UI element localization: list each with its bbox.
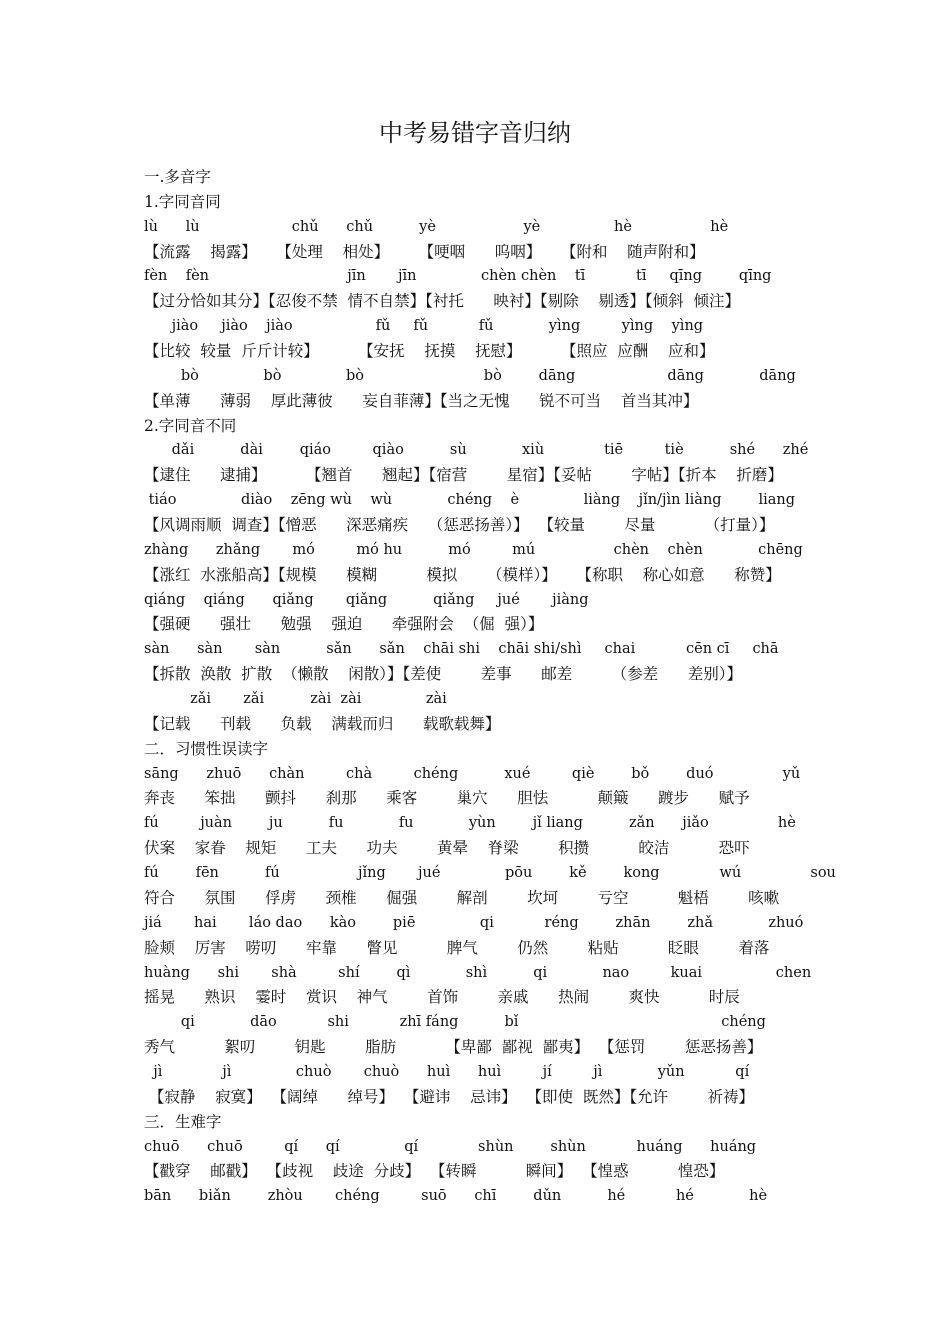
pinyin-line: chuō chuō qí qí qí shùn shùn huáng huáng: [144, 1138, 757, 1155]
pinyin-line: fèn fèn jīn jīn chèn chèn tī tī qīng qīng: [144, 268, 772, 285]
pinyin-line: jiào jiào jiào fǔ fǔ fǔ yìng yìng yìng: [144, 318, 704, 335]
text-line: 二．习惯性误读字: [144, 739, 269, 758]
text-line: 2.字同音不同: [144, 416, 237, 435]
pinyin-line: bò bò bò bò dāng dāng dāng: [144, 367, 796, 384]
pinyin-line: jì jì chuò chuò huì huì jí jì yǔn qí: [144, 1063, 750, 1080]
text-line: 奔丧 笨拙 颤抖 刹那 乘客 巢穴 胆怯 颠簸 踱步 赋予: [144, 789, 750, 808]
text-line: 1.字同音同: [144, 192, 221, 211]
text-line: 【强硬 强壮 勉强 强迫 牵强附会 （倔 强）】: [144, 615, 544, 634]
pinyin-line: fú fēn fú jǐng jué pōu kě kong wú sou: [144, 865, 836, 882]
text-line: 三．生难字: [144, 1112, 222, 1131]
text-line: 【风调雨顺 调查】【憎恶 深恶痛疾 （惩恶扬善）】 【较量 尽量 （打量）】: [144, 516, 775, 535]
text-line: 【比较 较量 斤斤计较】 【安抚 抚摸 抚慰】 【照应 应酬 应和】: [144, 342, 715, 361]
text-line: 摇晃 熟识 霎时 赏识 神气 首饰 亲戚 热闹 爽快 时辰: [144, 988, 740, 1007]
pinyin-line: fú juàn ju fu fu yùn jǐ liang zǎn jiǎo hè: [144, 815, 796, 832]
pinyin-line: zǎi zǎi zài zài zài: [144, 691, 447, 708]
pinyin-line: qi dāo shi zhī fáng bǐ chéng: [144, 1014, 766, 1031]
text-line: 【逮住 逮捕】 【翘首 翘起】【宿营 星宿】【妥帖 字帖】【折本 折磨】: [144, 466, 783, 485]
text-line: 秀气 絮叨 钥匙 脂肪 【卑鄙 鄙视 鄙夷】 【惩罚 惩恶扬善】: [144, 1038, 763, 1057]
text-line: 【过分恰如其分】【忍俊不禁 情不自禁】【衬托 映衬】【剔除 剔透】【倾斜 倾注】: [144, 292, 740, 311]
text-line: 脸颊 厉害 唠叨 牢靠 瞥见 脾气 仍然 粘贴 眨眼 着落: [144, 938, 770, 957]
pinyin-line: qiáng qiáng qiǎng qiǎng qiǎng jué jiàng: [144, 591, 589, 608]
text-line: 一.多音字: [144, 168, 211, 186]
text-line: 【单薄 薄弱 厚此薄彼 妄自菲薄】【当之无愧 锐不可当 首当其冲】: [144, 391, 699, 410]
pinyin-line: huàng shi shà shí qì shì qi nao kuai chen: [144, 964, 812, 981]
text-line: 【记载 刊载 负载 满载而归 载歌载舞】: [144, 714, 501, 733]
pinyin-line: lù lù chǔ chǔ yè yè hè hè: [144, 218, 729, 235]
pinyin-line: zhàng zhǎng mó mó hu mó mú chèn chèn chēng: [144, 541, 803, 558]
document-body: [144, 165, 844, 1209]
text-line: 【流露 揭露】 【处理 相处】 【哽咽 呜咽】 【附和 随声附和】: [144, 242, 705, 261]
text-line: 【涨红 水涨船高】【规模 模糊 模拟 （模样）】 【称职 称心如意 称赞】: [144, 565, 781, 584]
pinyin-line: sàn sàn sàn sǎn sǎn chāi shi chāi shi/shì chai cēn cī chā: [144, 641, 779, 658]
page-title: 中考易错字音归纳: [379, 119, 571, 147]
text-line: 【寂静 寂寞】 【阔绰 绰号】 【避讳 忌讳】 【即使 既然】【允许 祈祷】: [144, 1087, 754, 1106]
text-line: 伏案 家眷 规矩 工夫 功夫 黄晕 脊梁 积攒 皎洁 恐吓: [144, 839, 750, 858]
text-line: 【戳穿 邮戳】 【歧视 歧途 分歧】 【转瞬 瞬间】 【惶惑 惶恐】: [144, 1162, 725, 1181]
pinyin-line: sāng zhuō chàn chà chéng xué qiè bǒ duó yǔ: [144, 765, 801, 782]
text-line: 【拆散 涣散 扩散 （懒散 闲散）】【差使 差事 邮差 （参差 差别）】: [144, 665, 742, 684]
pinyin-line: dǎi dài qiáo qiào sù xiù tiē tiè shé zhé: [144, 442, 809, 459]
pinyin-line: tiáo diào zēng wù wù chéng è liàng jǐn/jìn liàng liang: [144, 492, 795, 509]
pinyin-line: bān biǎn zhòu chéng suō chī dǔn hé hé hè: [144, 1188, 768, 1205]
pinyin-line: jiá hai láo dao kào piē qi réng zhān zhǎ zhuó: [144, 914, 804, 931]
text-line: 符合 氛围 俘虏 颈椎 倔强 解剖 坎坷 亏空 魁梧 咳嗽: [144, 888, 780, 907]
